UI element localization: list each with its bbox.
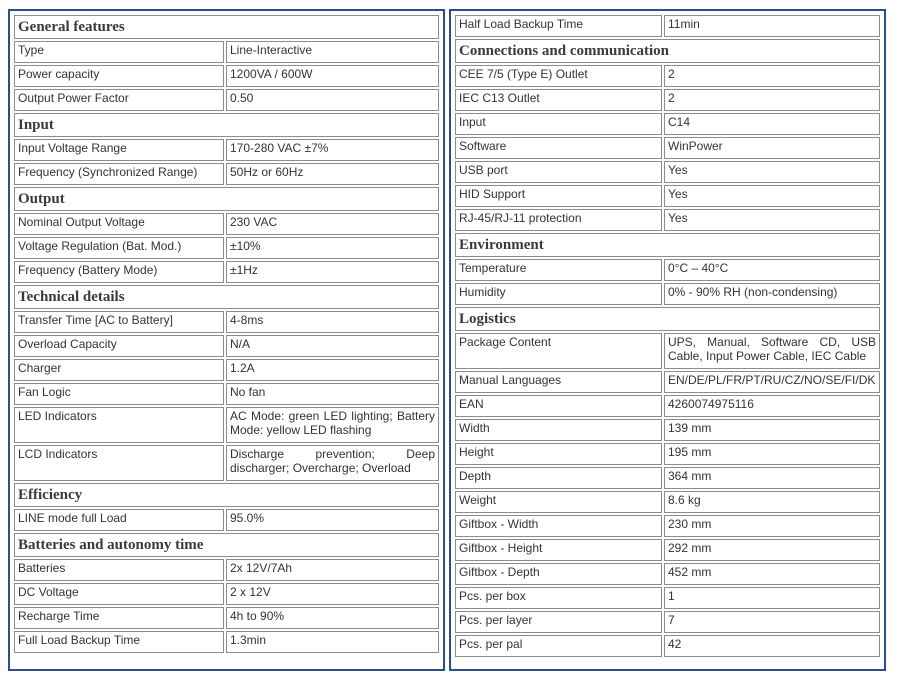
spec-value: 0°C – 40°C	[664, 259, 880, 281]
spec-label: Fan Logic	[14, 383, 224, 405]
spec-row-batteries	[14, 559, 439, 581]
spec-label: Half Load Backup Time	[455, 15, 662, 37]
section-heading: Environment	[455, 233, 880, 257]
spec-label: Frequency (Battery Mode)	[14, 261, 224, 283]
spec-row-package-content	[455, 333, 880, 369]
spec-row-pcs-per-pal	[455, 635, 880, 657]
section-row-connections-and-communication	[455, 39, 880, 63]
spec-value: EN/DE/PL/FR/PT/RU/CZ/NO/SE/FI/DK	[664, 371, 880, 393]
spec-value: ±1Hz	[226, 261, 439, 283]
spec-value: Discharge prevention; Deep discharger; Overcharge; Overload	[226, 445, 439, 481]
spec-row-giftbox-width	[455, 515, 880, 537]
spec-value: 452 mm	[664, 563, 880, 585]
spec-label: Giftbox - Width	[455, 515, 662, 537]
spec-label: HID Support	[455, 185, 662, 207]
spec-row-depth	[455, 467, 880, 489]
spec-label: LINE mode full Load	[14, 509, 224, 531]
spec-value: 2 x 12V	[226, 583, 439, 605]
spec-label: DC Voltage	[14, 583, 224, 605]
spec-label: Output Power Factor	[14, 89, 224, 111]
spec-row-power-capacity	[14, 65, 439, 87]
spec-value: Yes	[664, 209, 880, 231]
spec-value: AC Mode: green LED lighting; Battery Mode: yellow LED flashing	[226, 407, 439, 443]
spec-row-type	[14, 41, 439, 63]
spec-value: 1200VA / 600W	[226, 65, 439, 87]
spec-value: 1.3min	[226, 631, 439, 653]
spec-label: Giftbox - Depth	[455, 563, 662, 585]
spec-row-dc-voltage	[14, 583, 439, 605]
spec-value: C14	[664, 113, 880, 135]
spec-label: Transfer Time [AC to Battery]	[14, 311, 224, 333]
spec-row-input-voltage-range	[14, 139, 439, 161]
spec-value: Yes	[664, 161, 880, 183]
section-heading: Technical details	[14, 285, 439, 309]
spec-label: Full Load Backup Time	[14, 631, 224, 653]
spec-row-charger	[14, 359, 439, 381]
spec-value: 50Hz or 60Hz	[226, 163, 439, 185]
spec-value: Yes	[664, 185, 880, 207]
spec-row-half-load-backup-time	[455, 15, 880, 37]
spec-row-nominal-output-voltage	[14, 213, 439, 235]
spec-label: LED Indicators	[14, 407, 224, 443]
spec-label: Pcs. per box	[455, 587, 662, 609]
section-heading: General features	[14, 15, 439, 39]
spec-label: Nominal Output Voltage	[14, 213, 224, 235]
spec-label: Batteries	[14, 559, 224, 581]
spec-value: 11min	[664, 15, 880, 37]
spec-value: 2	[664, 65, 880, 87]
spec-row-iec-c13-outlet	[455, 89, 880, 111]
spec-label: Humidity	[455, 283, 662, 305]
section-row-batteries-and-autonomy-time	[14, 533, 439, 557]
spec-value: 292 mm	[664, 539, 880, 561]
spec-value: 42	[664, 635, 880, 657]
spec-value: 0% - 90% RH (non-condensing)	[664, 283, 880, 305]
spec-row-weight	[455, 491, 880, 513]
spec-value: 4-8ms	[226, 311, 439, 333]
spec-label: Software	[455, 137, 662, 159]
left-spec-panel	[8, 9, 445, 671]
spec-label: Weight	[455, 491, 662, 513]
spec-label: Input	[455, 113, 662, 135]
section-row-environment	[455, 233, 880, 257]
section-row-technical-details	[14, 285, 439, 309]
spec-value: Line-Interactive	[226, 41, 439, 63]
section-heading: Input	[14, 113, 439, 137]
spec-row-pcs-per-layer	[455, 611, 880, 633]
spec-value: 1	[664, 587, 880, 609]
spec-row-line-mode-full-load	[14, 509, 439, 531]
section-row-input	[14, 113, 439, 137]
spec-label: Depth	[455, 467, 662, 489]
spec-value: 170-280 VAC ±7%	[226, 139, 439, 161]
section-row-general-features	[14, 15, 439, 39]
spec-row-voltage-regulation-bat-mod	[14, 237, 439, 259]
spec-value: 1.2A	[226, 359, 439, 381]
spec-label: RJ-45/RJ-11 protection	[455, 209, 662, 231]
spec-value: 364 mm	[664, 467, 880, 489]
spec-row-overload-capacity	[14, 335, 439, 357]
spec-label: Temperature	[455, 259, 662, 281]
section-heading: Output	[14, 187, 439, 211]
spec-row-frequency-synchronized-range	[14, 163, 439, 185]
spec-row-height	[455, 443, 880, 465]
spec-row-recharge-time	[14, 607, 439, 629]
left-spec-table	[12, 13, 441, 655]
spec-label: Recharge Time	[14, 607, 224, 629]
spec-label: Package Content	[455, 333, 662, 369]
spec-label: Manual Languages	[455, 371, 662, 393]
spec-value: 139 mm	[664, 419, 880, 441]
spec-value: 0.50	[226, 89, 439, 111]
section-row-logistics	[455, 307, 880, 331]
spec-value: 95.0%	[226, 509, 439, 531]
spec-label: Type	[14, 41, 224, 63]
spec-value: No fan	[226, 383, 439, 405]
right-spec-panel	[449, 9, 886, 671]
spec-value: 7	[664, 611, 880, 633]
spec-row-frequency-battery-mode	[14, 261, 439, 283]
spec-row-led-indicators	[14, 407, 439, 443]
spec-row-temperature	[455, 259, 880, 281]
spec-label: Voltage Regulation (Bat. Mod.)	[14, 237, 224, 259]
spec-label: Frequency (Synchronized Range)	[14, 163, 224, 185]
spec-value: 4h to 90%	[226, 607, 439, 629]
spec-row-rj-45-rj-11-protection	[455, 209, 880, 231]
spec-value: UPS, Manual, Software CD, USB Cable, Input Power Cable, IEC Cable	[664, 333, 880, 369]
spec-row-humidity	[455, 283, 880, 305]
spec-label: Power capacity	[14, 65, 224, 87]
spec-row-full-load-backup-time	[14, 631, 439, 653]
spec-value: WinPower	[664, 137, 880, 159]
spec-label: USB port	[455, 161, 662, 183]
spec-value: 195 mm	[664, 443, 880, 465]
spec-value: 2	[664, 89, 880, 111]
spec-label: Height	[455, 443, 662, 465]
section-row-output	[14, 187, 439, 211]
section-heading: Connections and communication	[455, 39, 880, 63]
spec-label: Pcs. per layer	[455, 611, 662, 633]
spec-label: Overload Capacity	[14, 335, 224, 357]
spec-row-transfer-time-ac-to-battery	[14, 311, 439, 333]
spec-row-width	[455, 419, 880, 441]
spec-row-cee-7-5-type-e-outlet	[455, 65, 880, 87]
spec-row-pcs-per-box	[455, 587, 880, 609]
right-spec-table	[453, 13, 882, 659]
spec-value: N/A	[226, 335, 439, 357]
spec-label: IEC C13 Outlet	[455, 89, 662, 111]
section-heading: Batteries and autonomy time	[14, 533, 439, 557]
spec-label: Pcs. per pal	[455, 635, 662, 657]
spec-row-giftbox-height	[455, 539, 880, 561]
spec-row-giftbox-depth	[455, 563, 880, 585]
spec-value: 230 mm	[664, 515, 880, 537]
spec-value: 230 VAC	[226, 213, 439, 235]
spec-row-output-power-factor	[14, 89, 439, 111]
section-heading: Logistics	[455, 307, 880, 331]
spec-value: ±10%	[226, 237, 439, 259]
spec-row-input	[455, 113, 880, 135]
spec-label: Charger	[14, 359, 224, 381]
spec-value: 8.6 kg	[664, 491, 880, 513]
spec-label: Width	[455, 419, 662, 441]
spec-label: Giftbox - Height	[455, 539, 662, 561]
spec-value: 2x 12V/7Ah	[226, 559, 439, 581]
spec-row-software	[455, 137, 880, 159]
spec-label: CEE 7/5 (Type E) Outlet	[455, 65, 662, 87]
spec-row-manual-languages	[455, 371, 880, 393]
spec-value: 4260074975116	[664, 395, 880, 417]
section-heading: Efficiency	[14, 483, 439, 507]
spec-row-ean	[455, 395, 880, 417]
spec-label: EAN	[455, 395, 662, 417]
spec-label: Input Voltage Range	[14, 139, 224, 161]
spec-row-usb-port	[455, 161, 880, 183]
section-row-efficiency	[14, 483, 439, 507]
spec-label: LCD Indicators	[14, 445, 224, 481]
spec-row-fan-logic	[14, 383, 439, 405]
spec-row-lcd-indicators	[14, 445, 439, 481]
spec-row-hid-support	[455, 185, 880, 207]
